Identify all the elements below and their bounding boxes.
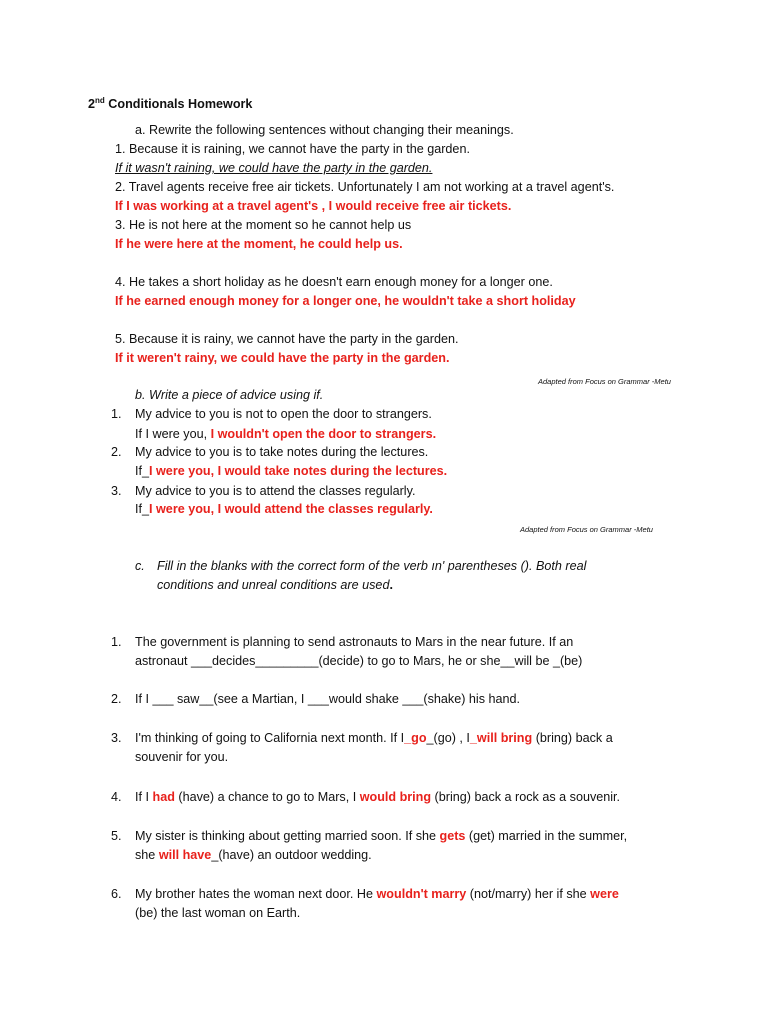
section-a-answer-2: If I was working at a travel agent's , I would receive free air tickets. bbox=[115, 199, 512, 213]
section-c-num-4: 4. bbox=[111, 790, 122, 804]
section-b-question-2: My advice to you is to take notes during the lectures. bbox=[135, 445, 429, 459]
section-a-credit: Adapted from Focus on Grammar -Metu bbox=[538, 377, 671, 386]
section-a-answer-5: If it weren't rainy, we could have the party in the garden. bbox=[115, 351, 450, 365]
section-c-question-1-line2: astronaut ___decides_________(decide) to go to Mars, he or she__will be _(be) bbox=[135, 654, 583, 668]
section-b-num-1: 1. bbox=[111, 407, 122, 421]
section-c-heading-line1: Fill in the blanks with the correct form of the verb ın' parentheses (). Both real bbox=[157, 559, 587, 573]
section-c-num-3: 3. bbox=[111, 731, 122, 745]
section-c-question-4: If I had (have) a chance to go to Mars, I would bring (bring) back a rock as a souvenir. bbox=[135, 790, 621, 804]
section-a-answer-4: If he earned enough money for a longer one, he wouldn't take a short holiday bbox=[115, 294, 576, 308]
page-title: 2nd Conditionals Homework bbox=[88, 96, 253, 111]
section-b-num-3: 3. bbox=[111, 484, 122, 498]
section-c-num-2: 2. bbox=[111, 692, 122, 706]
section-b-credit: Adapted from Focus on Grammar -Metu bbox=[520, 525, 653, 534]
section-b-question-3: My advice to you is to attend the classes regularly. bbox=[135, 484, 416, 498]
section-b-answer-1: If I were you, I wouldn't open the door to strangers. bbox=[135, 427, 437, 441]
section-c-num-1: 1. bbox=[111, 635, 122, 649]
section-a-question-5: 5. Because it is rainy, we cannot have the party in the garden. bbox=[115, 332, 459, 346]
section-c-question-3-line1: I'm thinking of going to California next month. If I_go_(go) , I_will bring (bring) back a bbox=[135, 731, 613, 745]
section-c-question-1-line1: The government is planning to send astronauts to Mars in the near future. If an bbox=[135, 635, 574, 649]
section-b-answer-2: If_I were you, I would take notes during the lectures. bbox=[135, 464, 448, 478]
section-b-heading: b. Write a piece of advice using if. bbox=[135, 388, 324, 402]
section-a-heading: a. Rewrite the following sentences without changing their meanings. bbox=[135, 123, 514, 137]
section-c-question-5-line2: she will have_(have) an outdoor wedding. bbox=[135, 848, 372, 862]
section-b-answer-3: If_I were you, I would attend the classes regularly. bbox=[135, 502, 433, 516]
section-a-question-4: 4. He takes a short holiday as he doesn't earn enough money for a longer one. bbox=[115, 275, 553, 289]
section-c-question-6-line2: (be) the last woman on Earth. bbox=[135, 906, 301, 920]
section-c-question-2: If I ___ saw__(see a Martian, I ___would shake ___(shake) his hand. bbox=[135, 692, 521, 706]
section-a-question-3: 3. He is not here at the moment so he cannot help us bbox=[115, 218, 412, 232]
section-c-question-6-line1: My brother hates the woman next door. He wouldn't marry (not/marry) her if she were bbox=[135, 887, 619, 901]
section-c-num-6: 6. bbox=[111, 887, 122, 901]
section-a-question-1: 1. Because it is raining, we cannot have the party in the garden. bbox=[115, 142, 470, 156]
section-c-heading-line2: conditions and unreal conditions are used. bbox=[157, 578, 393, 592]
section-a-question-2: 2. Travel agents receive free air tickets. Unfortunately I am not working at a travel agent's. bbox=[115, 180, 615, 194]
section-c-label: c. bbox=[135, 559, 145, 573]
section-b-question-1: My advice to you is not to open the door to strangers. bbox=[135, 407, 432, 421]
section-c-question-5-line1: My sister is thinking about getting married soon. If she gets (get) married in the summer, bbox=[135, 829, 628, 843]
section-a-answer-3: If he were here at the moment, he could help us. bbox=[115, 237, 403, 251]
section-c-question-3-line2: souvenir for you. bbox=[135, 750, 229, 764]
section-a-answer-1: If it wasn't raining, we could have the party in the garden. bbox=[115, 161, 433, 175]
section-b-num-2: 2. bbox=[111, 445, 122, 459]
section-c-num-5: 5. bbox=[111, 829, 122, 843]
